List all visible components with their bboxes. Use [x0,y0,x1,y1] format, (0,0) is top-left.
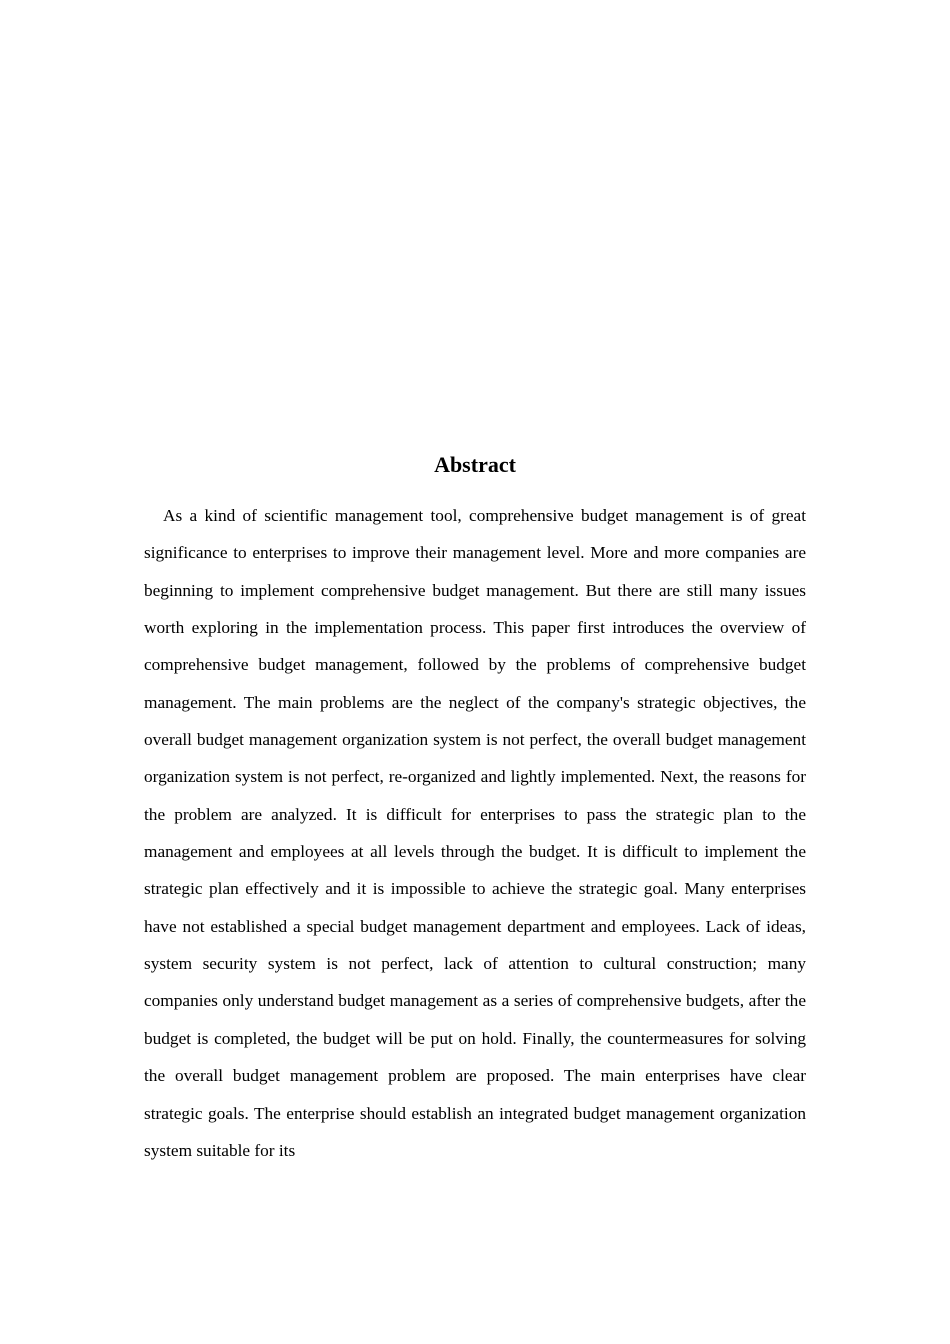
abstract-title: Abstract [434,452,516,477]
abstract-body-paragraph: As a kind of scientific management tool, comprehensive budget management is of great significance to enterprises to improve their management level. More and more companies are beginning to implement comprehensive budget management. But there are still many issues worth exploring in the implementation process. This paper first introduces the overview of comprehensive budget management, followed by the problems of comprehensive budget management. The main problems are the neglect of the company's strategic objectives, the overall budget management organization system is not perfect, the overall budget management organization system is not perfect, re-organized and lightly implemented. Next, the reasons for the problem are analyzed. It is difficult for enterprises to pass the strategic plan to the management and employees at all levels through the budget. It is difficult to implement the strategic plan effectively and it is impossible to achieve the strategic goal. Many enterprises have not established a special budget management department and employees. Lack of ideas, system security system is not perfect, lack of attention to cultural construction; many companies only understand budget management as a series of comprehensive budgets, after the budget is completed, the budget will be put on hold. Finally, the countermeasures for solving the overall budget management problem are proposed. The main enterprises have clear strategic goals. The enterprise should establish an integrated budget management organization system suitable for its [144,506,806,1160]
